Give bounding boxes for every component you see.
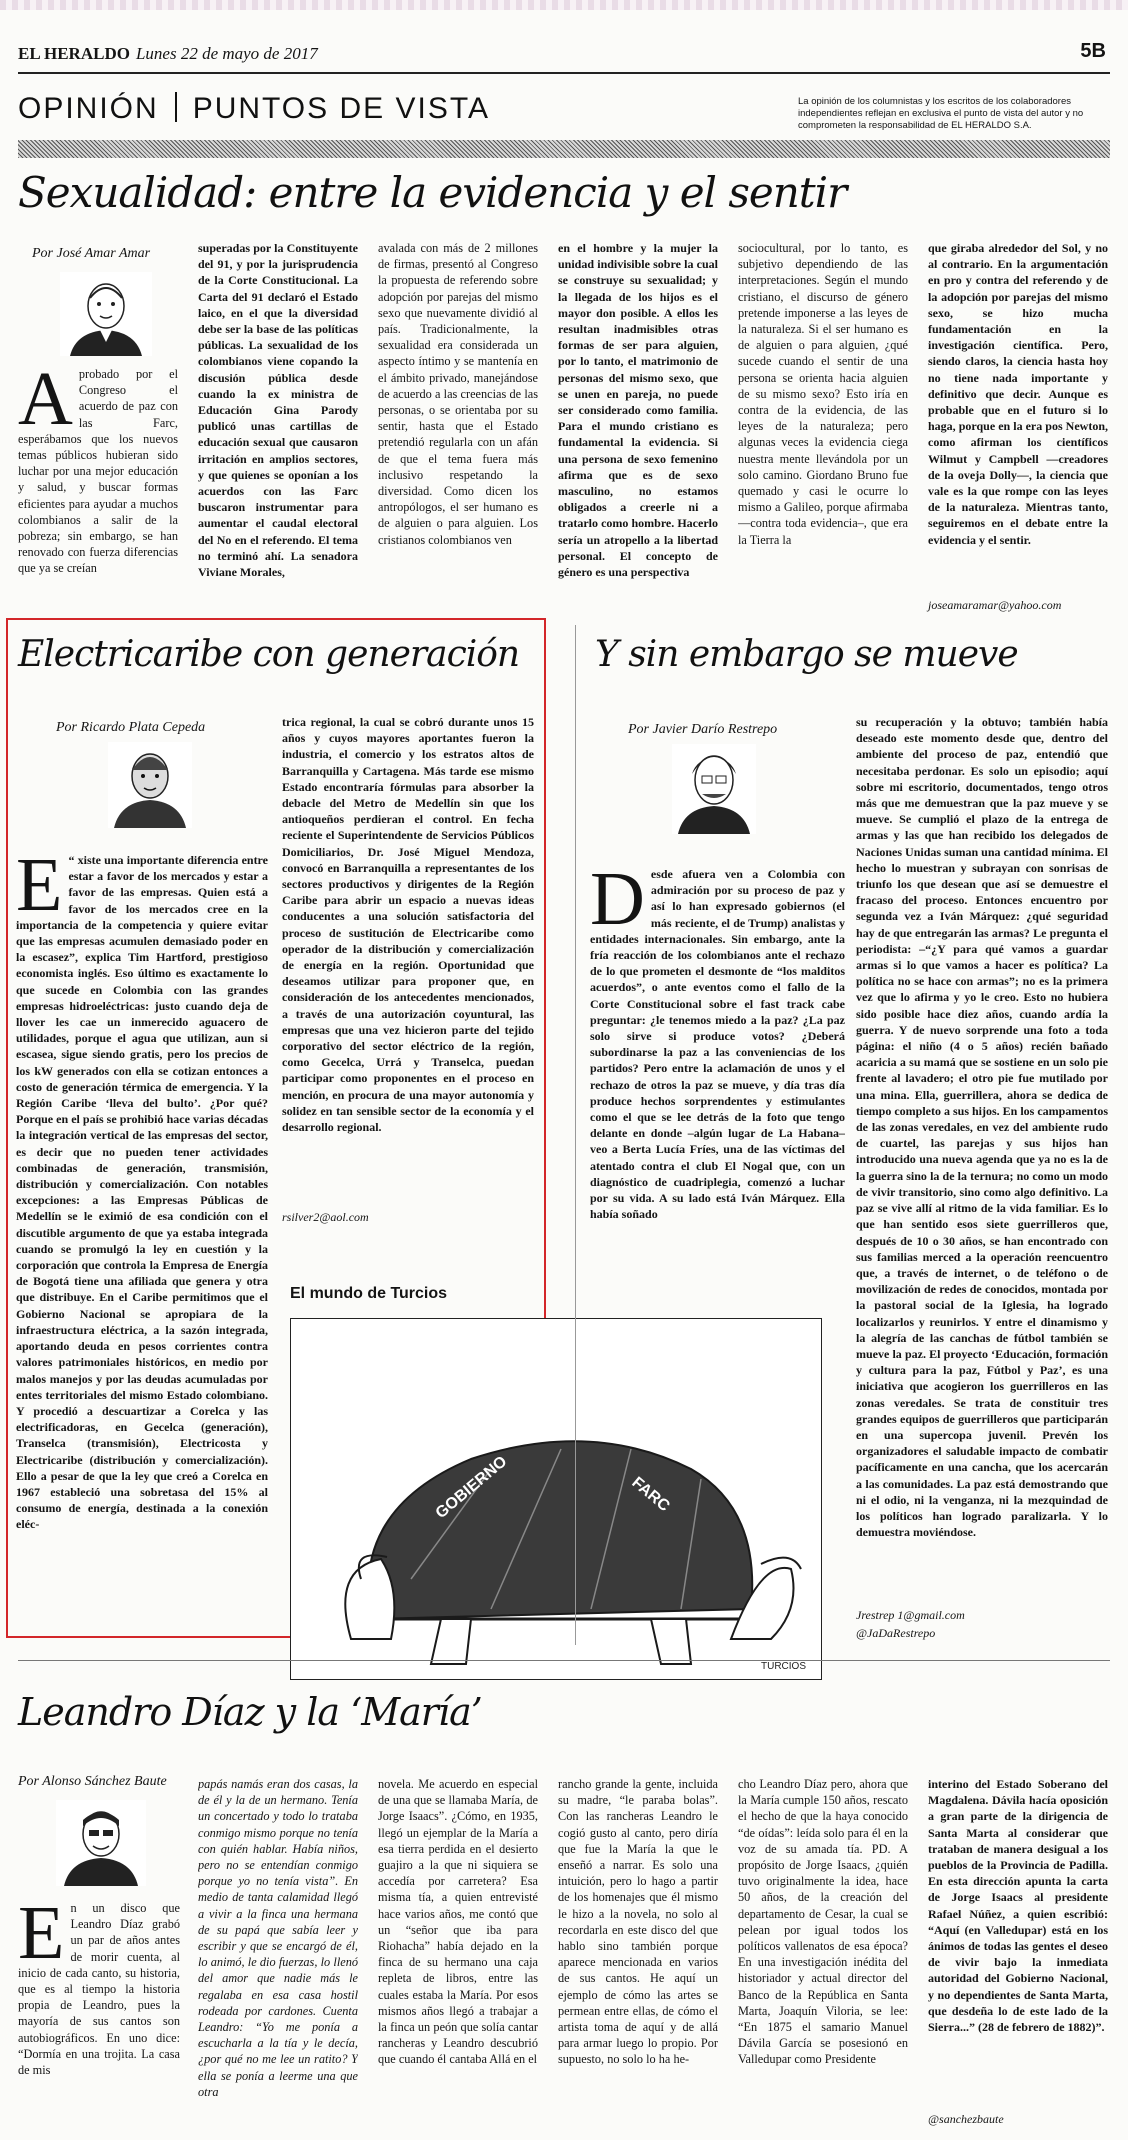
author-portrait-plata <box>108 742 192 828</box>
author-twitter: @sanchezbaute <box>928 2112 1004 2126</box>
cartoon-label-government: GOBIERNO <box>432 1453 511 1523</box>
editorial-cartoon <box>290 1318 822 1680</box>
article-column: que giraba alrededor del Sol, y no al contrario. En la argumentación en pro y contra del referendo y de la adopción por parejas del mismo sexo, se hizo mucha fundamentación en la investigación científica. Pero, siendo claros, la ciencia hasta hoy no tiene nada importante y definitivo que decir. Aunque es probable que en el futuro si lo haga, porque en la era pos Newton, como afirman los científicos Wilmut y Campbell —creadores de la oveja Dolly—, la ciencia que vale es la que rompe con las leyes de la naturaleza. Mientras tanto, seguiremos en el debate entre la evidencia y el sentir. <box>928 241 1108 547</box>
cartoon-label-farc: FARC <box>628 1474 673 1516</box>
article-column: su recuperación y la obtuvo; también había deseado este momento desde que, dentro del ambiente del proceso de paz, entendió que necesitaba perdonar. Es solo un episodio; aquí sobre mi escritorio, documentados, tengo otros más que me demuestran que la paz mueve y se mueve. Se cumplió el plazo de la entrega de armas y las que han recibido los delegados de Naciones Unidas suman una cantidad mínima. El hecho lo muestran y subrayan con sonrisas de triunfo los que desean que así se demuestre el fracaso del proceso. Entonces encuentro por segunda vez a Iván Márquez: ¿qué seguridad hay de que entregarán las armas? Le pregunta el periodista: –“¿Y para qué vamos a guardar armas si lo que vamos a hacer es política? La política no se hace con armas”; no es la primera vez que lo afirma y yo le creo. Esto no hubiera sido posible hace diez años, cuando ardía la guerra. Y de nuevo sorprende una foto a toda página: el niño (4 o 5 años) recién bañado acaricia a su mamá que se sostiene en un solo pie frente al lavadero; el otro pie fue mutilado por una mina. Ella, guerrillera, ahora se dedica de tiempo completo a sus hijos. En los campamentos de las zonas veredales, en vez del ambiente rudo de cuartel, las parejas y sus hijos han introducido una nueva agenda que ya no es la de la guerra sino la de la ternura; no como un modo de vivir transitorio, sino como algo definitivo. La paz se vive allí al ritmo de la vida familiar. Es lo que han sentido esos siete guerrilleros que, después de 10 o 30 años, se han encontrado con sus familias merced a la operación reencuentro que, a través de internet, o de teléfono o de movilización de redes de conocidos, montada por la pastoral social de la Iglesia, ha logrado localizarlos y reunirlos. Y entre el dinamismo y la alegría de las canchas de fútbol también se mueve la paz. El proyecto ‘Educación, formación y cultura para la paz, Fútbol y Paz’, es una iniciativa que acogieron los guerrilleros en las zonas veredales. Se trata de constituir tres grandes equipos de guerrilleros que participarán en una supercopa juvenil. Prevén los organizadores el saludable impacto de combatir pacíficamente en una cancha, que los acercarán a las comunidades. La paz está demostrando que ni el odio, ni la venganza, ni la mezquindad de los políticos han logrado paralizarla. Y lo demuestra moviéndose. <box>856 715 1108 1540</box>
article-column: rancho grande la gente, incluida su madre, “le paraba bolas”. Con las rancheras Leandro le cogió gusto al canto, pero diría que fue la María la que le enseñó a narrar. Es solo una intuición, pero lo hago a partir de los homenajes que él mismo le hizo a la novela, no solo al recordarla en este disco del que hablo sino también porque aparece mencionada en varios de sus cantos. He aquí un ejemplo de cómo las artes se permean entre ellas, de cómo el artista toma de aquí y de allá para armar luego lo propio. Por supuesto, no solo lo ha he- <box>558 1777 718 2067</box>
article-column <box>590 866 845 1286</box>
article-column: avalada con más de 2 millones de firmas, presentó al Congreso la propuesta de referendo sobre adopción por parejas del mismo sexo que nuevamente dividió al país. Tradicionalmente, la sexualidad era considerada un aspecto íntimo y se mantenía en el ámbito privado, manejándose de acuerdo a las creencias de las personas, o se orientaba por su sentir, hasta que el Estado pretendió regularla con un afán de que el tema fuera más inclusivo respetando la diversidad. Como dicen los antropólogos, el ser humano es de alguien o para alguien. Los cristianos colombianos ven <box>378 241 538 547</box>
article-column: papás namás eran dos casas, la de él y la de un hermano. Tenía un concertado y todo lo trataba conmigo mismo porque no tenía con quién hablar. Había niños, pero no se entendían conmigo porque yo no tenía vista”. En medio de tanta calamidad llegó a vivir a la finca una hermana de su papá que sabía leer y escribir y que se encargó de él, lo animó, le dio fuerzas, lo llenó del amor que nadie más le regalaba en esa casa hostil rodeada por cardones. Cuenta Leandro: “Yo me ponía a escucharla a la tía y le decía, ¿por qué no me lee un ratito? Y ella se ponía a leerme una que otra <box>198 1777 358 2099</box>
section-rule <box>18 1660 1110 1661</box>
hatched-divider <box>18 140 1110 158</box>
author-email: joseamaramar@yahoo.com <box>928 598 1062 612</box>
top-color-strip <box>0 0 1128 10</box>
section-title: OPINIÓN <box>18 92 159 125</box>
author-email: Jrestrep 1@gmail.com <box>856 1608 965 1622</box>
article-column: superadas por la Constituyente del 91, y por la jurisprudencia de la Corte Constitucional. La Carta del 91 declaró el Estado laico, en el que la diversidad debe ser la base de las políticas públicas. La sexualidad de los colombianos viene copando la discusión pública desde cuando la ex ministra de Educación Gina Parody publicó unas cartillas de educación sexual que causaron irritación en amplios sectores, y que quienes se oponían a los acuerdos con las Farc buscaron instrumentar para aumentar el caudal electoral del No en el referendo. El tema no terminó ahí. La senadora Viviane Morales, <box>198 241 358 580</box>
column-text: “ xiste una importante diferencia entre estar a favor de los mercados y estar a favor de las empresas. Quien está a favor de los mercados cree en la importancia de la competencia y quiere evitar que las empresas acumulen demasiado poder en la escasez”, explica Tim Hartford, prestigioso economista inglés. Eso último es exactamente lo que sucede en Colombia con las grandes empresas hidroeléctricas: justo cuando deja de llover les cae un inmerecido aguacero de utilidades, porque el agua que utilizan, aun si escasea, sigue siendo gratis, pero los precios de los kW generados con ella se cotizan entonces a costo de generación térmica de emergencia. Y la Región Caribe ‘lleva del bulto’. ¿Por qué? Porque en el país se prohibió hace varias décadas la integración vertical de las empresas del sector, es decir que no pueden tener actividades combinadas de generación, transmisión, distribución y comercialización. Con notables excepciones: a las Empresas Públicas de Medellín se le eximió de esa condición con el discutible argumento de que ya estaba integrada cuando se promulgó la ley en cuestión y la corporación que controla la Empresa de Energía de Bogotá tiene una afiliada que genera y otra que distribuye. En el Caribe permitimos que el Gobierno Nacional se apropiara de la infraestructura eléctrica, a la sazón integrada, aportando deuda en pesos corrientes contra valores patrimoniales históricos, en medio por malos manejos y por las deudas acumuladas por entes territoriales del mismo Estado colombiano. Y procedió a descuartizar a Corelca y las electrificadoras, en Gecelca (generación), Transelca (transmisión), Electricosta y Electricaribe (distribución y comercialización). Ello a pesar de que la ley que creó a Corelca en 1967 estableció una sobretasa del 15% al consumo de energía, destinada a la conexión eléc- <box>16 853 268 1532</box>
byline-plata: Por Ricardo Plata Cepeda <box>56 720 206 735</box>
column-text: probado por el Congreso el acuerdo de paz con las Farc, esperábamos que los nuevos temas públicos hubieran sido luchar por una mejor educación y salud, y buscar formas eficientes para ayudar a muchos colombianos a salir de la pobreza; sin embargo, se han renovado con fuerza diferencias que ya se creían <box>18 367 178 576</box>
article-column: novela. Me acuerdo en especial de una que se llamaba María, de Jorge Isaacs”. ¿Cómo, en 1935, llegó un ejemplar de la María a esa tierra perdida en el desierto guajiro a la que ni siquiera se accedía por carretera? Esa misma tía, a quien entrevisté hace varios años, me contó que un “señor que iba para Riohacha” había dejado en la finca de su hermano una caja repleta de libros, entre las cuales estaba la María. Por esos mismos años llegó a trabajar a la finca un peón que solía cantar rancheras y Leandro descubrió que cuando él cantaba Allá en el <box>378 1777 538 2067</box>
article-column <box>18 366 178 614</box>
article-column: sociocultural, por lo tanto, es subjetivo dependiendo de las interpretaciones. Según el mundo cristiano, el discurso de género pretende imponerse a las leyes de la naturaleza. Si el ser humano es de alguien o para alguien, ¿qué sucede cuando el sentir de una persona se orienta hacia alguien de su mismo sexo? Esto iría en contra de la evidencia, de las leyes de la naturaleza; pero algunas veces la evidencia ciega nuestra mente llevándola por un solo camino. Giordano Bruno fue quemado y casi le ocurre lo mismo a Galileo, porque afirmaba —contra toda evidencia–, que era la Tierra la <box>738 241 908 547</box>
column-divider <box>575 625 576 1645</box>
section-separator <box>175 92 177 122</box>
page-number: 5B <box>1080 40 1106 62</box>
section-header <box>18 92 490 126</box>
article-title-sexualidad: Sexualidad: entre la evidencia y el sentir <box>18 168 847 217</box>
article-column <box>16 852 268 1630</box>
author-email: rsilver2@aol.com <box>282 1210 369 1224</box>
article-title-sin-embargo: Y sin embargo se mueve <box>595 634 1018 675</box>
cartoonist-signature: TURCIOS <box>761 1661 806 1672</box>
article-column <box>18 1900 180 2132</box>
issue-date: Lunes 22 de mayo de 2017 <box>135 44 318 63</box>
author-portrait-restrepo <box>672 744 756 834</box>
author-twitter: @JaDaRestrepo <box>856 1626 936 1640</box>
column-text: n un disco que Leandro Díaz grabó un par de años antes de morir cuenta, al inicio de cada canto, su historia, que es al tiempo la historia propia de Leandro, pues la mayoría de sus cantos son autobiográficos. En uno dice: “Dormía en una trojita. La casa de mis <box>18 1901 180 2078</box>
article-column: en el hombre y la mujer la unidad indivisible sobre la cual se construye su sexualidad; y la llegada de los hijos es el mayor don posible. A ellos les resultan inadmisibles otras formas de ser para alguien, por lo tanto, el matrimonio de personas del mismo sexo, que se unen en pareja, no puede ser considerado como familia. Para el mundo cristiano es fundamental la evidencia. Si una persona de sexo femenino afirma que es de sexo masculino, no estamos obligados a creerle ni a tratarlo como hombre. Hacerlo sería un atropello a la libertad personal. El concepto de género es una perspectiva <box>558 241 718 580</box>
masthead <box>18 44 318 64</box>
article-title-electricaribe: Electricaribe con generación <box>18 634 520 675</box>
article-column: trica regional, la cual se cobró durante unos 15 años y cuyos mayores aportantes fueron la industria, el comercio y los estratos altos de Barranquilla y Cartagena. Más tarde ese mismo Estado encontraría fórmulas para absorber la debacle del Metro de Medellín sin que los antioqueños perdieran el control. En fecha reciente el Superintendente de Servicios Públicos Domiciliarios, Dr. José Miguel Mendoza, convocó en Barranquilla a representantes de los sectores productivos y dirigentes de la Región Caribe para abrir un espacio a nuevas ideas conducentes a una solución satisfactoria del proceso de sustitución de Electricaribe como operador de la distribución y comercialización de energía en la región. Oportunidad que deseamos utilizar para proponer que, en consideración de los antecedentes mencionados, a través de una autorización coyuntural, las empresas que una vez hicieron parte del tejido corporativo del sector eléctrico de la región, como Gecelca, Urrá y Transelca, puedan participar como proponentes en el proceso en mención, en procura de una mayor autonomía y solidez en tan sensible sector de la economía y el desarrollo regional. <box>282 715 534 1135</box>
byline-sanchez: Por Alonso Sánchez Baute <box>18 1774 167 1789</box>
section-subtitle: PUNTOS DE VISTA <box>192 92 490 125</box>
column-text: esde afuera ven a Colombia con admiración por su proceso de paz y así lo han expresado gobiernos (el más reciente, el de Trump) analistas y entidades internacionales. Sin embargo, ante la fría reacción de los colombianos ante el rechazo de lo que prometen el desmonte de “los malditos acuerdos”, o ante eventos como el fallo de la Corte Constitucional sobre el fast track cabe preguntar: ¿le tenemos miedo a la paz? ¿La paz solo sirve si produce votos? ¿Deberá subordinarse la paz a las conveniencias de los partidos? Pero entre la aclamación de unos y el rechazo de otros la paz se mueve, y día tras día produce hechos sorprendentes y estimulantes como el que se lee detrás de la foto que tengo delante en donde –algún lugar de La Habana– veo a Berta Lucía Fríes, una de las víctimas del atentado contra el club El Nogal que, con un diagnóstico de cuadriplegia, comenzó a luchar por su vida. A su lado está Iván Márquez. Ella había soñado <box>590 867 845 1222</box>
article-column: cho Leandro Díaz pero, ahora que la María cumple 150 años, rescato el hecho de que la haya conocido “de oídas”: leída solo para él en la voz de su amada tía. PD. A propósito de Jorge Isaacs, ¿quién tuvo originalmente la idea, hace 50 años, de la creación del departamento de Cesar, la cual se pelean por igual todos los políticos vallenatos de esa época? En una investigación inédita del historiador y actual director del Banco de la República en Santa Marta, Joaquín Viloria, se lee: “En 1875 el samario Manuel Dávila García se posesionó en Valledupar como Presidente <box>738 1777 908 2067</box>
article-title-leandro: Leandro Díaz y la ‘María’ <box>18 1690 482 1734</box>
editorial-disclaimer: La opinión de los columnistas y los escritos de los colaboradores independientes reflejan en exclusiva el punto de vista del autor y no comprometen la responsabilidad de EL HERALDO S.A. <box>798 96 1084 131</box>
author-portrait-amar <box>60 272 152 356</box>
author-portrait-sanchez <box>56 1800 146 1886</box>
dropcap: A <box>18 366 73 441</box>
cartoon-heading: El mundo de Turcios <box>290 1285 448 1302</box>
dropcap: D <box>590 866 645 941</box>
newspaper-name: EL HERALDO <box>18 44 130 63</box>
masthead-rule <box>18 72 1110 74</box>
byline-amar: Por José Amar Amar <box>32 246 151 261</box>
dropcap: E <box>16 852 63 927</box>
dropcap: E <box>18 1900 65 1975</box>
article-column: interino del Estado Soberano del Magdalena. Dávila hacía oposición a gran parte de la dirigencia de Santa Marta al considerar que trataban de manera desigual a los pueblos de la Provincia de Padilla. En esta dirección apunta la carta de Jorge Isaacs al presidente Rafael Núñez, a quien escribió: “Aquí (en Valledupar) está en los ánimos de todas las gentes el deseo de vivir bajo la inmediata autoridad del Gobierno Nacional, y no dependientes de Santa Marta, que desdeña lo de este lado de la Sierra...” (28 de febrero de 1882)”. <box>928 1777 1108 2035</box>
byline-restrepo: Por Javier Darío Restrepo <box>628 722 778 737</box>
